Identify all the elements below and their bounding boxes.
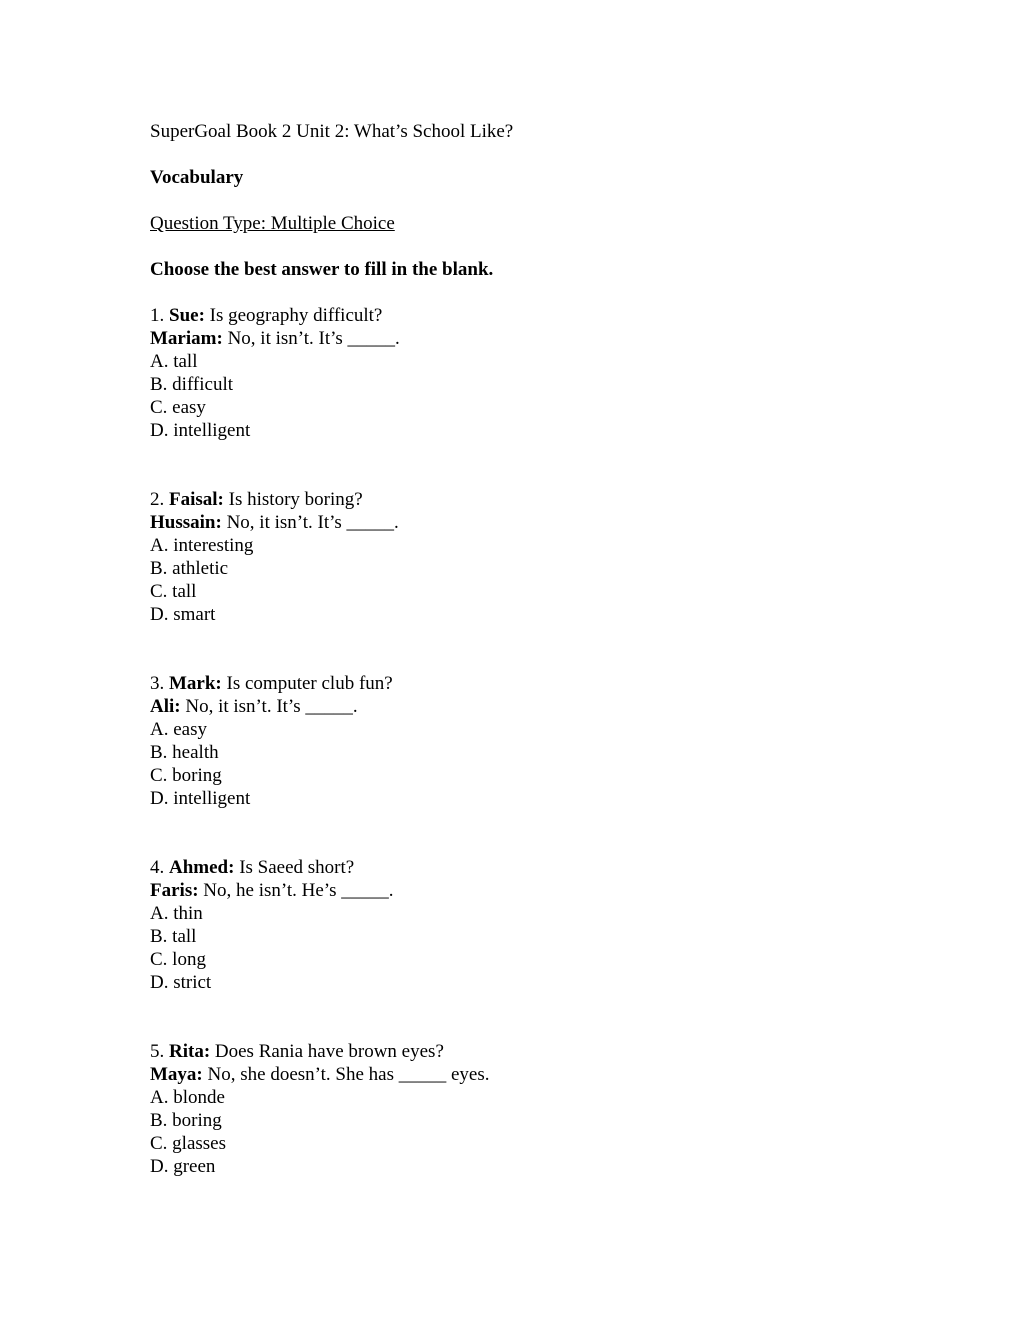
document-title: SuperGoal Book 2 Unit 2: What’s School Like? <box>150 121 514 142</box>
option-b: B. tall <box>150 926 197 947</box>
prompt-text: Is Saeed short? <box>239 857 355 878</box>
prompt-text: Is history boring? <box>228 489 363 510</box>
question-2 <box>150 488 870 626</box>
speaker-1: Faisal: <box>169 489 224 510</box>
answer-line <box>150 327 870 350</box>
question-4 <box>150 856 870 994</box>
speaker-2: Hussain: <box>150 512 222 533</box>
question-number: 5. <box>150 1041 165 1062</box>
answer-text: No, it isn’t. It’s _____. <box>226 512 399 533</box>
section-heading: Vocabulary <box>150 167 244 188</box>
option-d: D. strict <box>150 972 212 993</box>
speaker-2: Maya: <box>150 1064 203 1085</box>
option-d: D. smart <box>150 604 216 625</box>
option-a: A. thin <box>150 903 203 924</box>
option-a: A. easy <box>150 719 207 740</box>
speaker-2: Ali: <box>150 696 181 717</box>
speaker-1: Sue: <box>169 305 205 326</box>
answer-text: No, he isn’t. He’s _____. <box>203 880 394 901</box>
prompt-text: Is computer club fun? <box>226 673 393 694</box>
speaker-1: Ahmed: <box>169 857 235 878</box>
answer-line <box>150 879 870 902</box>
answer-line <box>150 1063 870 1086</box>
question-prompt <box>150 856 870 879</box>
option-c: C. boring <box>150 765 222 786</box>
answer-text: No, it isn’t. It’s _____. <box>227 328 400 349</box>
question-prompt <box>150 488 870 511</box>
option-a: A. interesting <box>150 535 254 556</box>
option-c: C. tall <box>150 581 197 602</box>
answer-text: No, she doesn’t. She has _____ eyes. <box>207 1064 490 1085</box>
option-a: A. blonde <box>150 1087 225 1108</box>
question-number: 2. <box>150 489 165 510</box>
speaker-1: Rita: <box>169 1041 211 1062</box>
option-b: B. athletic <box>150 558 229 579</box>
option-d: D. intelligent <box>150 420 251 441</box>
option-d: D. intelligent <box>150 788 251 809</box>
question-3 <box>150 672 870 810</box>
question-type-label: Question Type: Multiple Choice <box>150 213 395 234</box>
option-a: A. tall <box>150 351 198 372</box>
option-b: B. health <box>150 742 219 763</box>
question-5 <box>150 1040 870 1178</box>
prompt-text: Is geography difficult? <box>209 305 383 326</box>
question-prompt <box>150 1040 870 1063</box>
question-prompt <box>150 672 870 695</box>
question-number: 3. <box>150 673 165 694</box>
answer-line <box>150 511 870 534</box>
option-d: D. green <box>150 1156 216 1177</box>
speaker-1: Mark: <box>169 673 222 694</box>
speaker-2: Mariam: <box>150 328 223 349</box>
option-b: B. boring <box>150 1110 222 1131</box>
prompt-text: Does Rania have brown eyes? <box>214 1041 444 1062</box>
question-prompt <box>150 304 870 327</box>
question-1 <box>150 304 870 442</box>
option-c: C. easy <box>150 397 206 418</box>
instructions: Choose the best answer to fill in the blank. <box>150 259 494 280</box>
answer-line <box>150 695 870 718</box>
option-c: C. glasses <box>150 1133 226 1154</box>
speaker-2: Faris: <box>150 880 199 901</box>
option-b: B. difficult <box>150 374 234 395</box>
option-c: C. long <box>150 949 206 970</box>
answer-text: No, it isn’t. It’s _____. <box>185 696 358 717</box>
question-number: 4. <box>150 857 165 878</box>
document-page <box>150 120 870 1178</box>
question-number: 1. <box>150 305 165 326</box>
